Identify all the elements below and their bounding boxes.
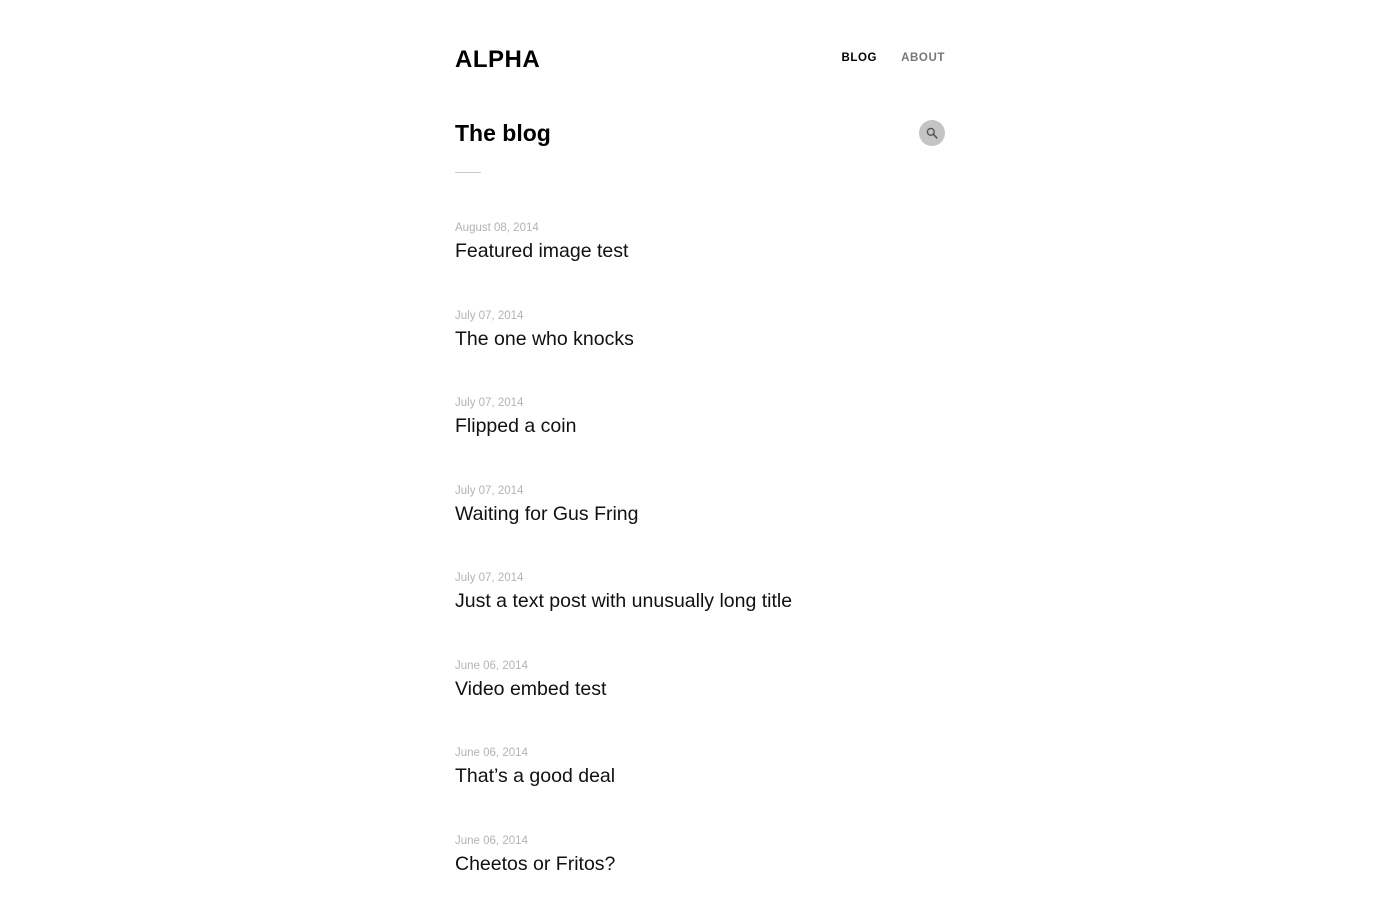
post-item xyxy=(455,221,945,309)
page-title: The blog xyxy=(455,120,551,147)
post-date: June 06, 2014 xyxy=(455,659,945,673)
nav-item-about[interactable]: ABOUT xyxy=(901,52,945,64)
search-icon xyxy=(926,127,938,139)
post-item xyxy=(455,571,945,659)
post-date: June 06, 2014 xyxy=(455,746,945,760)
post-title-link[interactable]: Flipped a coin xyxy=(455,414,945,438)
post-item xyxy=(455,659,945,747)
post-item xyxy=(455,484,945,572)
main-nav xyxy=(841,52,945,64)
site-logo[interactable]: ALPHA xyxy=(455,46,540,74)
post-title-link[interactable]: Featured image test xyxy=(455,239,945,263)
post-title-link[interactable]: Video embed test xyxy=(455,677,945,701)
post-title-link[interactable]: The one who knocks xyxy=(455,327,945,351)
post-item xyxy=(455,834,945,921)
post-date: July 07, 2014 xyxy=(455,309,945,323)
post-title-link[interactable]: Just a text post with unusually long title xyxy=(455,589,945,613)
post-item xyxy=(455,396,945,484)
post-list xyxy=(455,221,945,921)
title-divider xyxy=(455,172,481,173)
title-row xyxy=(455,118,945,158)
post-date: July 07, 2014 xyxy=(455,396,945,410)
post-item xyxy=(455,746,945,834)
post-title-link[interactable]: Cheetos or Fritos? xyxy=(455,852,945,876)
post-title-link[interactable]: That’s a good deal xyxy=(455,764,945,788)
post-item xyxy=(455,309,945,397)
search-button[interactable] xyxy=(919,120,945,146)
post-date: July 07, 2014 xyxy=(455,484,945,498)
site-header xyxy=(455,44,945,78)
post-title-link[interactable]: Waiting for Gus Fring xyxy=(455,502,945,526)
post-date: July 07, 2014 xyxy=(455,571,945,585)
post-date: June 06, 2014 xyxy=(455,834,945,848)
post-date: August 08, 2014 xyxy=(455,221,945,235)
nav-item-blog[interactable]: BLOG xyxy=(841,52,877,64)
